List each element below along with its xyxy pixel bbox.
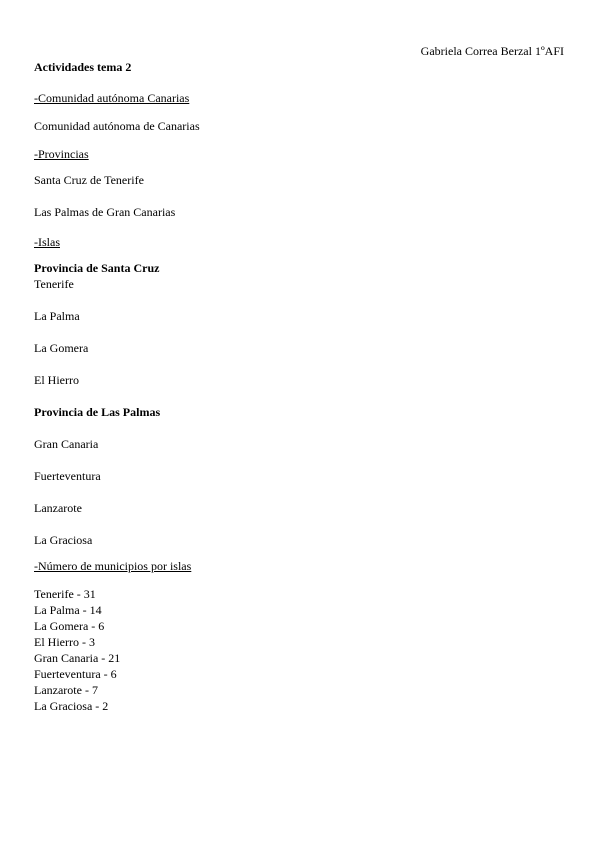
list-item: La Palma - 14 <box>34 603 102 617</box>
list-item: La Graciosa - 2 <box>34 699 109 713</box>
list-item: Gran Canaria - 21 <box>34 651 121 665</box>
isla-item: Lanzarote <box>34 501 82 515</box>
isla-item: Tenerife <box>34 277 74 291</box>
list-item: Lanzarote - 7 <box>34 683 98 697</box>
isla-item: Fuerteventura <box>34 469 101 483</box>
list-item: El Hierro - 3 <box>34 635 95 649</box>
isla-item: Gran Canaria <box>34 437 99 451</box>
list-item: Tenerife - 31 <box>34 587 96 601</box>
provincia-item: Santa Cruz de Tenerife <box>34 173 144 187</box>
provincia-item: Las Palmas de Gran Canarias <box>34 205 176 219</box>
municipios-list <box>34 586 120 714</box>
author-name: Gabriela Correa Berzal 1ºAFI <box>420 44 564 58</box>
comunidad-text: Comunidad autónoma de Canarias <box>34 119 200 133</box>
isla-item: La Palma <box>34 309 80 323</box>
subheading-las-palmas: Provincia de Las Palmas <box>34 405 161 419</box>
section-heading-islas: -Islas <box>34 235 60 249</box>
list-item: La Gomera - 6 <box>34 619 105 633</box>
subheading-santa-cruz: Provincia de Santa Cruz <box>34 261 160 275</box>
list-item: Fuerteventura - 6 <box>34 667 117 681</box>
section-heading-municipios: -Número de municipios por islas <box>34 559 192 573</box>
isla-item: La Gomera <box>34 341 89 355</box>
document-title: Actividades tema 2 <box>34 60 132 74</box>
isla-item: La Graciosa <box>34 533 93 547</box>
section-heading-provincias: -Provincias <box>34 147 89 161</box>
isla-item: El Hierro <box>34 373 79 387</box>
section-heading-comunidad: -Comunidad autónoma Canarias <box>34 91 190 105</box>
